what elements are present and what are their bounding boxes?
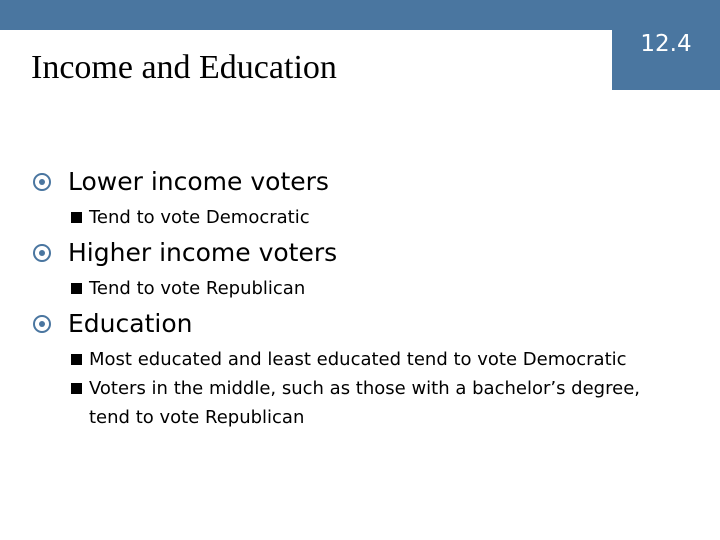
square-bullet-icon bbox=[71, 383, 82, 394]
sub-bullet-text: Most educated and least educated tend to vote Democratic bbox=[89, 349, 627, 370]
slide-title: Income and Education bbox=[31, 49, 337, 86]
circled-dot-icon bbox=[32, 172, 52, 192]
bullet-text: Higher income voters bbox=[68, 238, 338, 267]
sub-bullet-text: Tend to vote Democratic bbox=[89, 207, 310, 228]
square-bullet-icon bbox=[71, 354, 82, 365]
sub-bullet-item bbox=[71, 374, 649, 432]
sub-bullet-list bbox=[32, 345, 672, 432]
square-bullet-icon bbox=[71, 283, 82, 294]
sub-bullet-item bbox=[71, 274, 672, 303]
bullet-item bbox=[32, 236, 672, 270]
bullet-list bbox=[32, 165, 672, 436]
section-number-badge: 12.4 bbox=[612, 0, 720, 90]
sub-bullet-item bbox=[71, 203, 672, 232]
sub-bullet-item bbox=[71, 345, 649, 374]
circled-dot-icon bbox=[32, 243, 52, 263]
sub-bullet-list bbox=[32, 274, 672, 303]
circled-dot-icon bbox=[32, 314, 52, 334]
bullet-text: Lower income voters bbox=[68, 167, 329, 196]
square-bullet-icon bbox=[71, 212, 82, 223]
sub-bullet-text: Voters in the middle, such as those with a bachelor’s degree, tend to vote Republican bbox=[89, 378, 640, 428]
bullet-item bbox=[32, 307, 672, 341]
bullet-item bbox=[32, 165, 672, 199]
sub-bullet-text: Tend to vote Republican bbox=[89, 278, 306, 299]
bullet-text: Education bbox=[68, 309, 193, 338]
sub-bullet-list bbox=[32, 203, 672, 232]
